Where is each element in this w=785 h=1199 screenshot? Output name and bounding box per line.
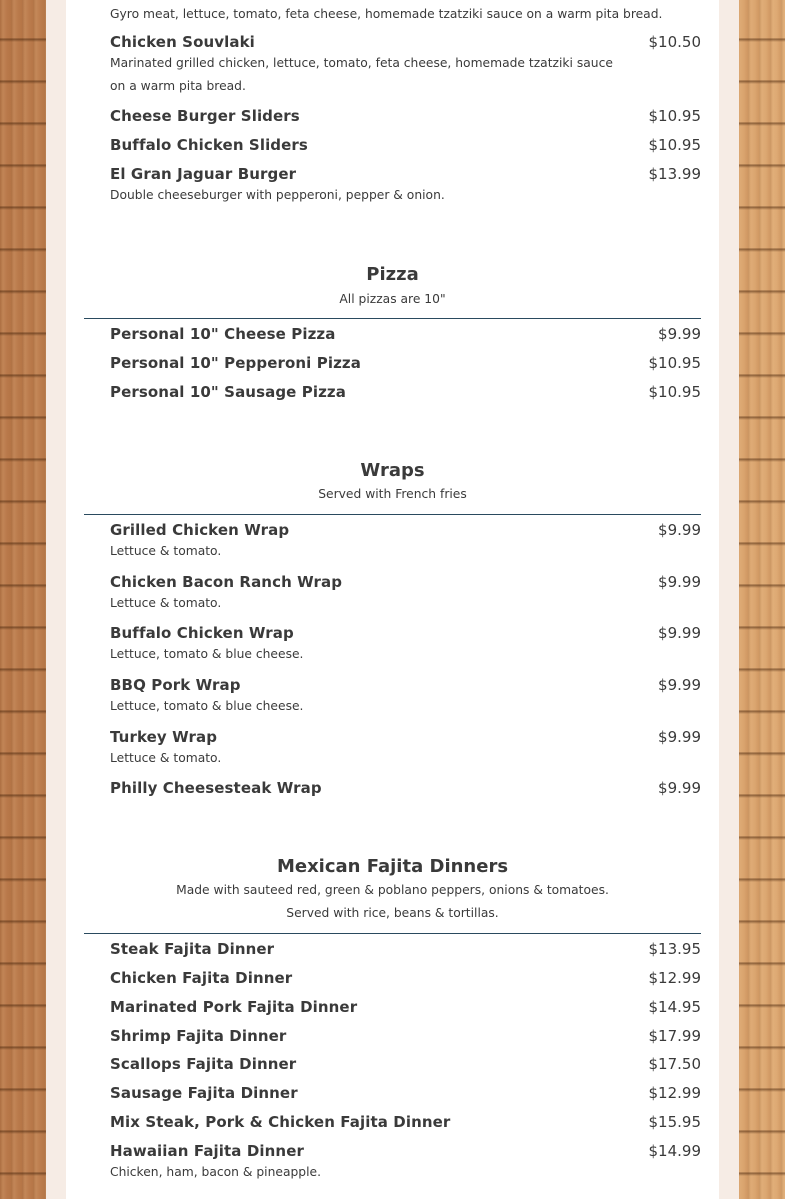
menu-item bbox=[84, 940, 701, 959]
menu-item bbox=[84, 3, 727, 26]
item-name: Steak Fajita Dinner bbox=[110, 940, 275, 958]
section-subtitle: Made with sauteed red, green & poblano peppers, onions & tomatoes. Served with rice, beans & tortillas. bbox=[176, 883, 609, 920]
item-price: $13.95 bbox=[648, 940, 701, 958]
item-description: Lettuce & tomato. bbox=[110, 544, 222, 558]
item-price: $9.99 bbox=[658, 728, 701, 746]
item-description: Lettuce, tomato & blue cheese. bbox=[110, 699, 304, 713]
menu-item bbox=[84, 969, 701, 988]
menu-page bbox=[66, 0, 719, 1199]
item-price: $9.99 bbox=[658, 676, 701, 694]
item-description: Double cheeseburger with pepperoni, pepper & onion. bbox=[110, 188, 445, 202]
item-name: Chicken Bacon Ranch Wrap bbox=[110, 573, 343, 591]
section-divider bbox=[84, 318, 701, 319]
item-price: $9.99 bbox=[658, 573, 701, 591]
item-name: Personal 10" Cheese Pizza bbox=[110, 325, 336, 343]
item-price: $10.50 bbox=[648, 33, 701, 51]
menu-item bbox=[84, 1027, 701, 1046]
item-name: Chicken Souvlaki bbox=[110, 33, 255, 51]
menu-item bbox=[84, 779, 701, 798]
item-description: Marinated grilled chicken, lettuce, tomato, feta cheese, homemade tzatziki sauce on a warm pita bread. bbox=[110, 56, 613, 93]
menu-item bbox=[84, 573, 701, 615]
item-name: Turkey Wrap bbox=[110, 728, 218, 746]
menu-item bbox=[84, 325, 701, 344]
menu-item bbox=[84, 165, 701, 207]
menu-frame bbox=[46, 0, 739, 1199]
item-description: Lettuce & tomato. bbox=[110, 751, 222, 765]
item-price: $10.95 bbox=[648, 107, 701, 125]
item-price: $12.99 bbox=[648, 1084, 701, 1102]
menu-item bbox=[84, 33, 701, 98]
section-divider bbox=[84, 514, 701, 515]
item-name: Marinated Pork Fajita Dinner bbox=[110, 998, 358, 1016]
item-name: BBQ Pork Wrap bbox=[110, 676, 241, 694]
menu-item bbox=[84, 107, 701, 126]
item-name: Buffalo Chicken Wrap bbox=[110, 624, 294, 642]
item-price: $17.50 bbox=[648, 1055, 701, 1073]
item-name: Philly Cheesesteak Wrap bbox=[110, 779, 322, 797]
item-price: $14.95 bbox=[648, 998, 701, 1016]
item-name: Personal 10" Sausage Pizza bbox=[110, 383, 346, 401]
item-price: $14.99 bbox=[648, 1142, 701, 1160]
item-price: $13.99 bbox=[648, 165, 701, 183]
item-name: Hawaiian Fajita Dinner bbox=[110, 1142, 304, 1160]
item-name: Sausage Fajita Dinner bbox=[110, 1084, 298, 1102]
menu-item bbox=[84, 624, 701, 666]
item-name: Scallops Fajita Dinner bbox=[110, 1055, 297, 1073]
section-subtitle: All pizzas are 10" bbox=[339, 292, 446, 306]
item-price: $9.99 bbox=[658, 521, 701, 539]
menu-item bbox=[84, 676, 701, 718]
item-name: Buffalo Chicken Sliders bbox=[110, 136, 308, 154]
item-description: Lettuce & tomato. bbox=[110, 596, 222, 610]
menu-item bbox=[84, 1055, 701, 1074]
section-wraps bbox=[84, 460, 701, 506]
item-description: Chicken, ham, bacon & pineapple. bbox=[110, 1165, 321, 1179]
item-price: $10.95 bbox=[648, 383, 701, 401]
menu-item bbox=[84, 136, 701, 155]
item-price: $17.99 bbox=[648, 1027, 701, 1045]
menu-item bbox=[84, 354, 701, 373]
item-name: Cheese Burger Sliders bbox=[110, 107, 300, 125]
item-price: $10.95 bbox=[648, 354, 701, 372]
menu-item bbox=[84, 1113, 701, 1132]
menu-item bbox=[84, 728, 701, 770]
item-name: Chicken Fajita Dinner bbox=[110, 969, 293, 987]
section-title: Wraps bbox=[360, 460, 425, 481]
section-title: Pizza bbox=[366, 264, 419, 285]
item-name: Grilled Chicken Wrap bbox=[110, 521, 290, 539]
item-price: $12.99 bbox=[648, 969, 701, 987]
item-name: Shrimp Fajita Dinner bbox=[110, 1027, 287, 1045]
section-subtitle: Served with French fries bbox=[318, 487, 467, 501]
menu-item bbox=[84, 521, 701, 563]
menu-item bbox=[84, 383, 701, 402]
item-description: Gyro meat, lettuce, tomato, feta cheese, homemade tzatziki sauce on a warm pita bread. bbox=[110, 7, 663, 21]
section-divider bbox=[84, 933, 701, 934]
item-price: $15.95 bbox=[648, 1113, 701, 1131]
section-fajitas bbox=[84, 856, 701, 925]
menu-item bbox=[84, 1142, 701, 1184]
item-price: $9.99 bbox=[658, 624, 701, 642]
item-name: El Gran Jaguar Burger bbox=[110, 165, 297, 183]
menu-item bbox=[84, 1084, 701, 1103]
item-price: $9.99 bbox=[658, 325, 701, 343]
item-description: Lettuce, tomato & blue cheese. bbox=[110, 647, 304, 661]
section-pizza bbox=[84, 264, 701, 311]
item-price: $9.99 bbox=[658, 779, 701, 797]
item-price: $10.95 bbox=[648, 136, 701, 154]
item-name: Mix Steak, Pork & Chicken Fajita Dinner bbox=[110, 1113, 451, 1131]
section-title: Mexican Fajita Dinners bbox=[276, 856, 509, 877]
menu-item bbox=[84, 998, 701, 1017]
item-name: Personal 10" Pepperoni Pizza bbox=[110, 354, 361, 372]
